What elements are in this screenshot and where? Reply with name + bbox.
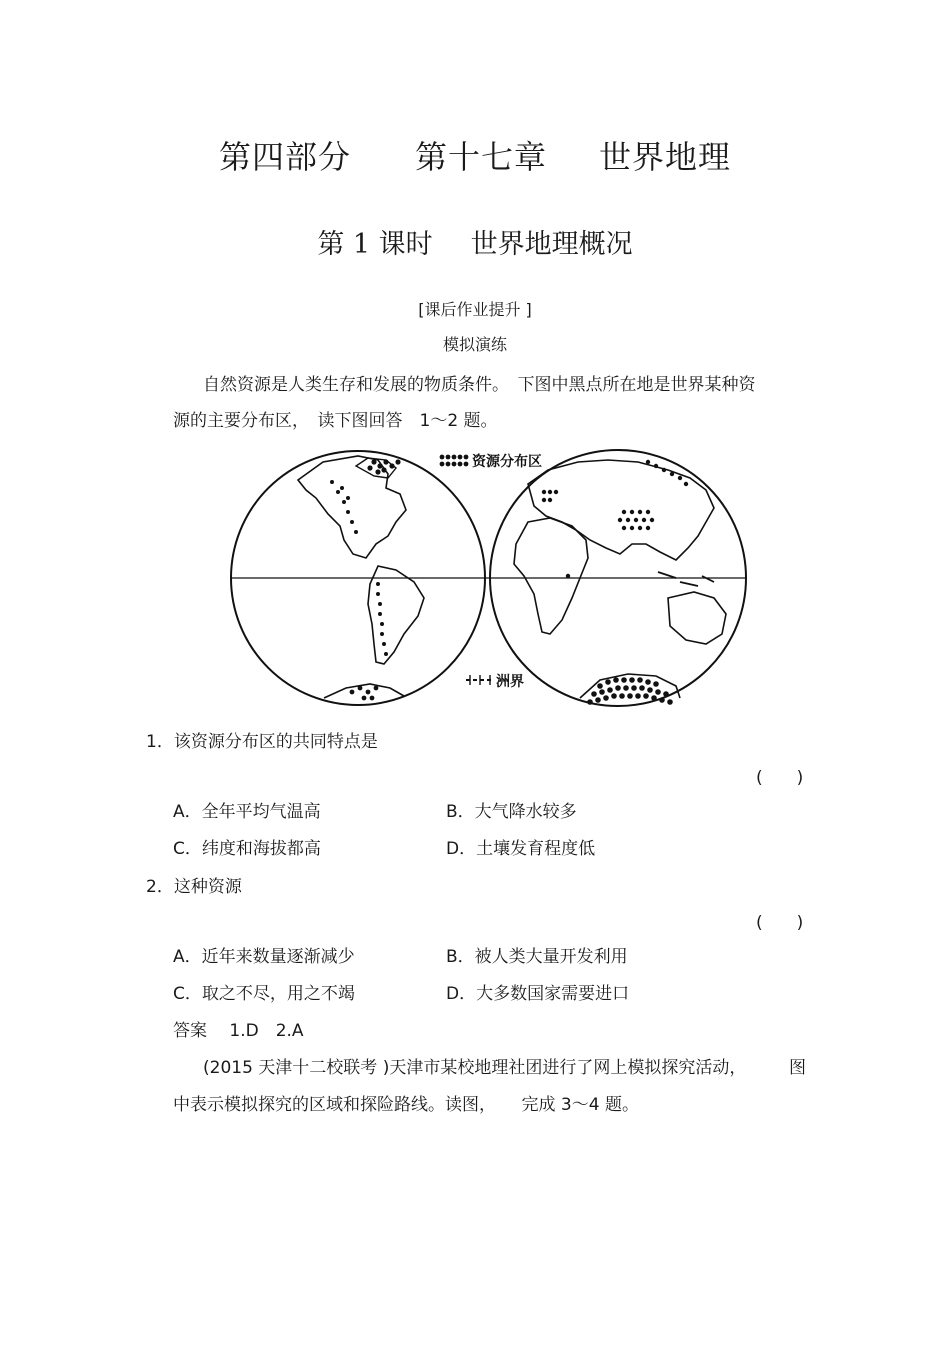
section-tag: [课后作业提升 ]	[418, 300, 532, 319]
question-2-option-b: B．被人类大量开发利用	[446, 947, 628, 967]
question-2-option-c: C．取之不尽，用之不竭	[173, 984, 355, 1004]
question-2-stem: 2．这种资源	[146, 877, 242, 897]
resource-dots-antarctica-west	[350, 686, 379, 701]
question-1-option-d: D．土壤发育程度低	[446, 839, 596, 859]
next-intro-line-2: 中表示模拟探究的区域和探险路线。读图， 完成 3～4 题。	[173, 1095, 639, 1115]
question-1-option-c: C．纬度和海拔都高	[173, 839, 321, 859]
next-intro-line-1-end: 图	[789, 1058, 806, 1078]
legend-resource-label: 资源分布区	[472, 454, 542, 470]
resource-dots-tibet	[618, 510, 654, 530]
next-intro-line-1: (2015 天津十二校联考 )天津市某校地理社团进行了网上模拟探究活动，	[203, 1058, 747, 1078]
australia-outline	[668, 592, 726, 644]
subsection-title: 模拟演练	[442, 335, 507, 354]
southeast-asia-islands	[658, 572, 714, 586]
question-2-answer-bracket: ( )	[756, 913, 804, 933]
subject-title: 世界地理	[599, 138, 732, 176]
question-1-option-b: B．大气降水较多	[446, 802, 577, 822]
part-title: 第四部分	[218, 138, 351, 176]
resource-dots-andes	[376, 582, 388, 656]
chapter-title: 第十七章	[414, 138, 547, 176]
intro-line-1: 自然资源是人类生存和发展的物质条件。 下图中黑点所在地是世界某种资	[203, 375, 756, 395]
lesson-name: 世界地理概况	[470, 229, 633, 260]
south-america-outline	[368, 566, 424, 664]
question-2-option-a: A．近年来数量逐渐减少	[173, 947, 355, 967]
resource-dots-antarctica-east	[587, 677, 673, 705]
legend-resource-symbol	[440, 455, 469, 467]
world-resource-map	[228, 448, 752, 708]
question-1-answer-bracket: ( )	[756, 768, 804, 788]
lesson-title	[0, 222, 950, 261]
legend-boundary-label: 洲界	[496, 674, 524, 690]
part-chapter-title	[0, 132, 950, 178]
resource-dots-siberia	[646, 460, 688, 486]
question-2-option-d: D．大多数国家需要进口	[446, 984, 630, 1004]
legend-boundary-symbol	[466, 675, 492, 685]
eurasia-outline	[528, 460, 714, 560]
resource-dots-europe	[542, 490, 558, 502]
north-america-outline	[298, 456, 406, 558]
resource-dots-africa	[566, 574, 570, 578]
lesson-number: 第 1 课时	[317, 229, 433, 260]
intro-line-2: 源的主要分布区， 读下图回答 1～2 题。	[173, 411, 498, 431]
question-1-option-a: A．全年平均气温高	[173, 802, 321, 822]
africa-outline	[514, 518, 588, 634]
answer-key: 答案 1.D 2.A	[173, 1021, 304, 1041]
resource-dots-rockies	[330, 480, 358, 534]
question-1-stem: 1．该资源分布区的共同特点是	[146, 732, 378, 752]
